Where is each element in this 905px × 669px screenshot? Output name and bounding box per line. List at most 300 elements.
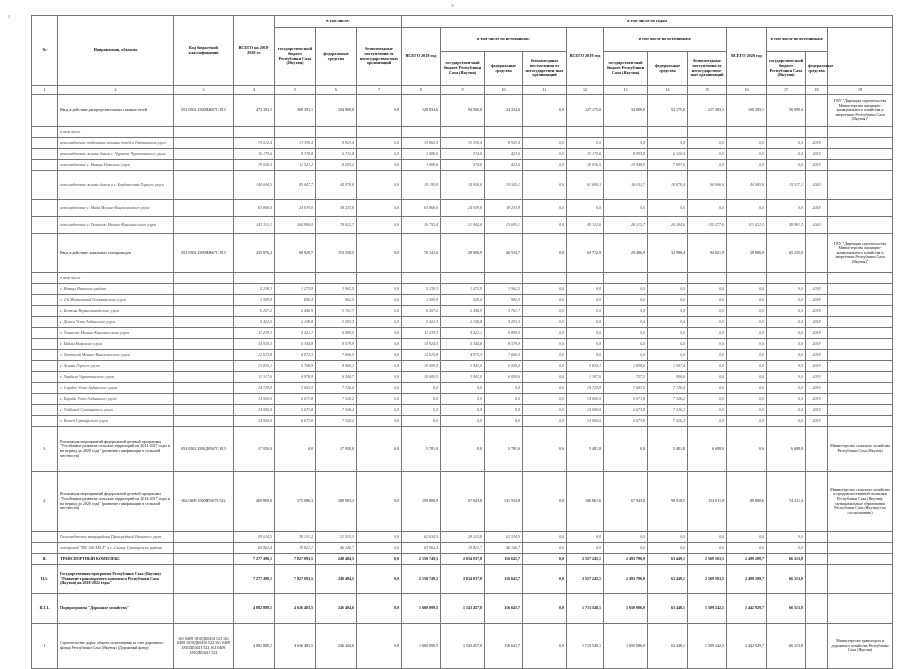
row-value: 6 673,8 xyxy=(604,416,648,427)
row-value: 856,4 xyxy=(275,295,316,306)
row-value: 0,0 xyxy=(523,554,567,565)
row-value: 28 886,9 xyxy=(727,234,767,273)
row-name: газоснабжение жилых домов в с. Бердигестях Горного улуса xyxy=(58,171,174,200)
row-value: 0,0 xyxy=(357,284,402,295)
row-value: 1 650 086,0 xyxy=(604,624,648,669)
column-number: 7 xyxy=(357,86,402,95)
row-value: 4 978,9 xyxy=(275,372,316,383)
row-value: 2 557 245,1 xyxy=(567,554,604,565)
row-number xyxy=(32,200,58,217)
row-value: 11 239,3 xyxy=(234,328,275,339)
row-value: 6 809,5 xyxy=(316,328,357,339)
row-value: 0,0 xyxy=(485,394,523,405)
row-term xyxy=(806,624,828,669)
row-term: 2018 xyxy=(806,306,828,317)
row-customer: Министерство транспорта и дорожного хозяйства Республики Саха (Якутия) xyxy=(828,624,893,669)
row-name: газоснабжение жилых домов с. Чурапча Чурапчинского улуса xyxy=(58,149,174,160)
row-name: с. Сырдах Усть-Алданского улуса xyxy=(58,383,174,394)
row-value: 48 981,3 xyxy=(767,217,806,234)
row-value: 10 948,9 xyxy=(604,160,648,171)
row-value: 0,0 xyxy=(357,394,402,405)
row-value: 17 950,0 xyxy=(234,427,275,472)
table-body xyxy=(32,95,893,669)
row-name: ТРАНСПОРТНЫЙ КОМПЛЕКС xyxy=(58,554,174,565)
row-value: 0,0 xyxy=(357,427,402,472)
row-value: 0,0 xyxy=(567,532,604,543)
row-number xyxy=(32,284,58,295)
row-value: 0,0 xyxy=(441,383,485,394)
row-budget-code xyxy=(174,394,234,405)
row-value: 0,0 xyxy=(523,361,567,372)
row-budget-code xyxy=(174,273,234,284)
row-value: 7 003,5 xyxy=(604,383,648,394)
row-value: 6 673,8 xyxy=(275,394,316,405)
row-term xyxy=(806,532,828,543)
row-value: 217 383,5 xyxy=(688,95,727,127)
row-value: 0,0 xyxy=(727,138,767,149)
row-value: 10 343,1 xyxy=(485,171,523,200)
row-value: 14 000,0 xyxy=(567,416,604,427)
row-value: 1 543 457,8 xyxy=(441,624,485,669)
row-value: 19 821,7 xyxy=(275,543,316,554)
row-value xyxy=(357,127,402,138)
row-number: II.1.1. xyxy=(32,594,58,624)
row-term: 2019 xyxy=(806,394,828,405)
row-budget-code xyxy=(174,328,234,339)
row-value: 0,0 xyxy=(727,383,767,394)
row-value: 0,0 xyxy=(357,171,402,200)
header-2020-state: государствен-ный бюджет Республики Саха (Якутия) xyxy=(767,52,806,86)
row-value: 0,0 xyxy=(688,394,727,405)
row-value xyxy=(523,273,567,284)
row-value: 34 000,0 xyxy=(604,95,648,127)
row-value: 0,0 xyxy=(523,416,567,427)
row-number xyxy=(32,361,58,372)
table-row xyxy=(32,405,893,416)
row-value: 0,0 xyxy=(523,624,567,669)
row-value: 10 009,5 xyxy=(402,361,441,372)
row-value: 13 835,1 xyxy=(234,361,275,372)
row-budget-code xyxy=(174,284,234,295)
table-row xyxy=(32,372,893,383)
row-customer xyxy=(828,284,893,295)
row-value: 2 493 796,0 xyxy=(604,554,648,565)
row-value: 44 085,8 xyxy=(727,171,767,200)
column-number: 15 xyxy=(688,86,727,95)
row-value: 0,0 xyxy=(648,306,688,317)
table-row xyxy=(32,200,893,217)
row-value: 469 869,0 xyxy=(234,472,275,532)
header-2018-nonbudget: безвозмездные поступления от негосударствен-ных организаций xyxy=(523,52,567,86)
row-value: 4 421,1 xyxy=(441,328,485,339)
row-name: с. Тюнгюлю Мегино-Кангаласского улуса xyxy=(58,328,174,339)
row-term xyxy=(806,273,828,284)
row-value: 15 693,1 xyxy=(485,217,523,234)
row-value: 0,0 xyxy=(523,328,567,339)
investment-table xyxy=(31,15,893,669)
row-value: 0,0 xyxy=(441,405,485,416)
row-value: 89 880,6 xyxy=(727,472,767,532)
column-number: 16 xyxy=(727,86,767,95)
row-value: 3 941,0 xyxy=(441,372,485,383)
row-value: 127 175,0 xyxy=(567,95,604,127)
row-value: 1 543 457,8 xyxy=(441,594,485,624)
row-name: с. Хаптагай Мегино-Кангаласского улуса xyxy=(58,350,174,361)
row-customer xyxy=(828,138,893,149)
row-value: 7 003,5 xyxy=(275,383,316,394)
row-value: 0,0 xyxy=(567,543,604,554)
row-number xyxy=(32,372,58,383)
row-customer xyxy=(828,416,893,427)
row-value: 0,0 xyxy=(604,295,648,306)
row-value: 0,0 xyxy=(357,624,402,669)
row-term xyxy=(806,127,828,138)
column-number: 2 xyxy=(58,86,174,95)
row-customer xyxy=(828,543,893,554)
row-value: 62 634,5 xyxy=(402,532,441,543)
row-term xyxy=(806,565,828,594)
row-customer xyxy=(828,171,893,200)
row-value xyxy=(234,273,275,284)
row-value: 94 021,9 xyxy=(688,234,727,273)
row-value: 9 378,8 xyxy=(275,149,316,160)
table-row xyxy=(32,160,893,171)
row-number xyxy=(32,217,58,234)
row-value: 0,0 xyxy=(727,427,767,472)
table-row xyxy=(32,543,893,554)
row-value: 5 344,8 xyxy=(275,339,316,350)
row-budget-code xyxy=(174,171,234,200)
row-value: 5 768,9 xyxy=(275,361,316,372)
row-value: 0,0 xyxy=(567,339,604,350)
header-state: государствен-ный бюджет Республики Саха (Якутия) xyxy=(275,28,316,86)
row-number: 4. xyxy=(32,472,58,532)
row-customer: ГКУ "Дирекция строительства Министерства жилищно-коммунального хозяйства и энергетики Республики Саха (Якутия)" xyxy=(828,95,893,127)
row-name: с. Тойбохой Сунтарского улуса xyxy=(58,405,174,416)
row-value: 94 500,0 xyxy=(441,95,485,127)
table-row xyxy=(32,138,893,149)
row-budget-code xyxy=(174,405,234,416)
row-budget-code xyxy=(174,532,234,543)
row-number xyxy=(32,394,58,405)
row-value: 38 253,8 xyxy=(316,200,357,217)
row-value: 0,0 xyxy=(767,394,806,405)
row-value: 2 446,9 xyxy=(275,306,316,317)
row-budget-code xyxy=(174,350,234,361)
row-value: 18 878,4 xyxy=(648,171,688,200)
row-term: 2019 xyxy=(806,361,828,372)
row-customer: Министерство сельского хозяйства и продовольственной политики Республики Саха (Якутия), муниципальные образования Республики Саха (Якутия) (по согласованию) xyxy=(828,472,893,532)
row-budget-code xyxy=(174,361,234,372)
row-value xyxy=(727,273,767,284)
row-value: 61 099,3 xyxy=(567,171,604,200)
table-row xyxy=(32,394,893,405)
row-value: 14 920,5 xyxy=(234,339,275,350)
row-value: 0,0 xyxy=(523,295,567,306)
row-name: с. Намцы Намского района xyxy=(58,284,174,295)
column-number: 10 xyxy=(485,86,523,95)
row-value: 113 412,3 xyxy=(727,217,767,234)
header-2018-state: государствен-ный бюджет Республики Саха (Якутия) xyxy=(441,52,485,86)
row-value: 15 862,5 xyxy=(402,138,441,149)
row-value: 0,0 xyxy=(402,416,441,427)
row-customer xyxy=(828,554,893,565)
row-value: 0,0 xyxy=(523,372,567,383)
row-value: 0,0 xyxy=(567,317,604,328)
row-value: 0,0 xyxy=(648,200,688,217)
row-value: 1 507,4 xyxy=(648,361,688,372)
page-number: 5 xyxy=(451,3,454,8)
row-value: 0,0 xyxy=(688,160,727,171)
row-value: 5 344,8 xyxy=(441,339,485,350)
row-value: 0,0 xyxy=(357,554,402,565)
row-value: 14 000,0 xyxy=(234,394,275,405)
row-term: 2019 xyxy=(806,416,828,427)
row-value: 0,0 xyxy=(523,472,567,532)
row-value: 0,0 xyxy=(767,295,806,306)
row-value: 175 086,3 xyxy=(275,472,316,532)
row-customer xyxy=(828,405,893,416)
row-customer xyxy=(828,372,893,383)
row-value: 1 088,6 xyxy=(402,149,441,160)
row-value: 0,0 xyxy=(767,543,806,554)
header-2019-state: государствен-ный бюджет Республики Саха (Якутия) xyxy=(604,52,648,86)
column-number: 19 xyxy=(828,86,893,95)
row-value: 626,4 xyxy=(441,295,485,306)
row-value: 0,0 xyxy=(523,284,567,295)
row-value xyxy=(316,273,357,284)
row-number xyxy=(32,339,58,350)
row-value: 0,0 xyxy=(727,416,767,427)
row-value: 66 313,8 xyxy=(767,624,806,669)
row-budget-code xyxy=(174,543,234,554)
row-budget-code xyxy=(174,565,234,594)
row-number xyxy=(32,405,58,416)
row-value: 63 449,1 xyxy=(648,554,688,565)
row-customer: ГКУ "Дирекция строительства Министерства жилищно-коммунального хозяйства и энергетики Республики Саха (Якутия)" xyxy=(828,234,893,273)
row-value: 11 317,6 xyxy=(234,372,275,383)
header-2019-nonbudget: безвозмездные поступления от негосударствен-ных организаций xyxy=(688,52,727,86)
row-value: 63 448,1 xyxy=(648,594,688,624)
column-number: 5 xyxy=(275,86,316,95)
row-term: 2018 xyxy=(806,295,828,306)
row-value: 0,0 xyxy=(357,472,402,532)
row-value xyxy=(648,273,688,284)
column-number: 3 xyxy=(174,86,234,95)
row-value: 0,0 xyxy=(648,543,688,554)
row-name: Государственная программа Республики Саха (Якутия) "Развитие транспортного комплекса Республики Саха (Якутия) на 2018-2022 годы" xyxy=(58,565,174,594)
row-value: 7 277 490,1 xyxy=(234,565,275,594)
row-value: 0,0 xyxy=(357,594,402,624)
row-value: 98 918,5 xyxy=(648,472,688,532)
row-value: 0,0 xyxy=(523,149,567,160)
row-value: 0,0 xyxy=(357,295,402,306)
row-value xyxy=(604,127,648,138)
row-value: 2 150 749,5 xyxy=(402,554,441,565)
row-value: 0,0 xyxy=(727,543,767,554)
row-value: 574,6 xyxy=(441,149,485,160)
row-value: 0,0 xyxy=(648,295,688,306)
row-number xyxy=(32,543,58,554)
column-number: 11 xyxy=(523,86,567,95)
row-number: 1 xyxy=(32,624,58,669)
row-value: 14 000,0 xyxy=(567,394,604,405)
row-value: 0,0 xyxy=(523,565,567,594)
row-value: 0,0 xyxy=(357,95,402,127)
row-customer xyxy=(828,532,893,543)
row-value: 5 781,0 xyxy=(485,427,523,472)
row-value: 6 673,8 xyxy=(275,405,316,416)
table-row xyxy=(32,127,893,138)
row-value: 1 858,6 xyxy=(604,361,648,372)
header-budget-code: Код бюджетной классификации xyxy=(174,16,234,86)
row-value: 104 000,0 xyxy=(316,95,357,127)
row-value: 0,0 xyxy=(727,284,767,295)
row-value: 0,0 xyxy=(523,532,567,543)
row-value: 0,0 xyxy=(357,543,402,554)
table-row xyxy=(32,328,893,339)
row-customer xyxy=(828,149,893,160)
row-value xyxy=(275,127,316,138)
column-number-row xyxy=(32,86,893,95)
row-name: Ввод в действие локальных газопроводов xyxy=(58,234,174,273)
row-value: 13 330,4 xyxy=(275,138,316,149)
row-value: 3 761,7 xyxy=(485,306,523,317)
row-value xyxy=(485,273,523,284)
row-value: 0,0 xyxy=(727,306,767,317)
table-row xyxy=(32,95,893,127)
table-row xyxy=(32,427,893,472)
row-value: 17 950,0 xyxy=(316,427,357,472)
row-value: 63 868,0 xyxy=(234,200,275,217)
header-2020: ВСЕГО 2020 год xyxy=(727,28,767,86)
row-name: в том числе xyxy=(58,127,174,138)
row-value: 4 882 889,1 xyxy=(234,624,275,669)
row-value: 0,0 xyxy=(604,532,648,543)
row-budget-code xyxy=(174,200,234,217)
row-value: 5 481,8 xyxy=(648,427,688,472)
row-value: 1 509 242,5 xyxy=(688,594,727,624)
row-value: 63 448,1 xyxy=(648,624,688,669)
row-term xyxy=(806,554,828,565)
column-number: 12 xyxy=(567,86,604,95)
row-name: газоснабжение отдельных газовых сетей в Таттинском улусе xyxy=(58,138,174,149)
row-value: 62 534,9 xyxy=(485,532,523,543)
row-value: 2 569 503,5 xyxy=(688,565,727,594)
row-term: 2019 xyxy=(806,149,828,160)
row-value: 15 179,6 xyxy=(567,149,604,160)
row-value: 6 731,8 xyxy=(316,149,357,160)
row-term xyxy=(806,95,828,127)
row-value: 0,0 xyxy=(357,217,402,234)
row-value: 5 481,8 xyxy=(567,427,604,472)
row-value: 160 393,1 xyxy=(727,95,767,127)
row-value: 0,0 xyxy=(727,149,767,160)
row-value: 0,0 xyxy=(441,394,485,405)
row-term: 2019 xyxy=(806,372,828,383)
row-value: 0,0 xyxy=(357,306,402,317)
row-value: 0,0 xyxy=(357,328,402,339)
row-value: 13 330,4 xyxy=(441,138,485,149)
row-value: 29 606,9 xyxy=(441,234,485,273)
row-value: 0,0 xyxy=(688,200,727,217)
row-value: 6 340,7 xyxy=(316,372,357,383)
row-name: с. Ыйыы Намского улуса xyxy=(58,339,174,350)
column-number: 1 xyxy=(32,86,58,95)
row-value: 153 258,5 xyxy=(316,234,357,273)
row-value: 7 027 093,5 xyxy=(275,565,316,594)
row-value: 0,0 xyxy=(567,350,604,361)
row-value: 0,0 xyxy=(688,532,727,543)
row-value: 0,0 xyxy=(727,200,767,217)
header-no: № xyxy=(32,16,58,86)
row-value: 28 215,7 xyxy=(604,217,648,234)
row-term xyxy=(806,594,828,624)
row-value: 65 962,4 xyxy=(234,543,275,554)
row-number xyxy=(32,138,58,149)
row-name: Реализация мероприятий федеральной целевой программы "Устойчивое развитие сельских территорий на 2014-2017 годы и на период до 2020 года" (развитие газификации в сельской местности) xyxy=(58,472,174,532)
header-2018-fed: федеральные средства xyxy=(485,52,523,86)
header-incl-years: в том числе по годам xyxy=(402,16,893,28)
row-value: 8 923,4 xyxy=(485,138,523,149)
row-value: 288 983,3 xyxy=(316,472,357,532)
row-term: 2018 xyxy=(806,138,828,149)
row-value: 8 579,9 xyxy=(316,339,357,350)
row-value: 154 611,8 xyxy=(688,472,727,532)
row-value: 10 009,5 xyxy=(402,372,441,383)
row-value: 7 326,2 xyxy=(648,405,688,416)
table-row xyxy=(32,416,893,427)
row-value: 0,0 xyxy=(688,295,727,306)
row-name: газоснабжение с. Намцы Намского улуса xyxy=(58,160,174,171)
row-value: 0,0 xyxy=(567,138,604,149)
column-number: 18 xyxy=(806,86,828,95)
row-value: 56 990,4 xyxy=(767,95,806,127)
row-value: 0,0 xyxy=(688,149,727,160)
table-row xyxy=(32,217,893,234)
row-value: 2 034 037,8 xyxy=(441,554,485,565)
row-value: 3 962,5 xyxy=(316,284,357,295)
row-value: 14 000,0 xyxy=(234,405,275,416)
row-value: 24 639,8 xyxy=(275,200,316,217)
row-value: 0,0 xyxy=(688,543,727,554)
row-budget-code xyxy=(174,339,234,350)
row-customer xyxy=(828,565,893,594)
row-value: 0,0 xyxy=(688,350,727,361)
row-value: 0,0 xyxy=(688,138,727,149)
row-value: 0,0 xyxy=(523,138,567,149)
row-value: 0,0 xyxy=(357,350,402,361)
row-value: 14 729,9 xyxy=(234,383,275,394)
row-customer xyxy=(828,127,893,138)
row-value: 0,0 xyxy=(523,405,567,416)
row-value: 908,6 xyxy=(648,372,688,383)
row-number xyxy=(32,149,58,160)
row-name: газопровод "ПК 108 АКСГ" в с. Сымах Сунтарского района xyxy=(58,543,174,554)
row-term: 2018 xyxy=(806,339,828,350)
row-term: 2018 xyxy=(806,350,828,361)
table-row xyxy=(32,532,893,543)
row-value: 1 088,6 xyxy=(402,160,441,171)
row-value: 20 294,6 xyxy=(648,217,688,234)
row-value: 7 027 093,5 xyxy=(275,554,316,565)
row-name: с. Харбала Чурапчинского улуса xyxy=(58,372,174,383)
row-name: Ввод в действие распределительных газовых сетей xyxy=(58,95,174,127)
row-value: 0,0 xyxy=(688,328,727,339)
column-number: 8 xyxy=(402,86,441,95)
row-value: 5 238,3 xyxy=(234,284,275,295)
row-value: 0,0 xyxy=(357,160,402,171)
